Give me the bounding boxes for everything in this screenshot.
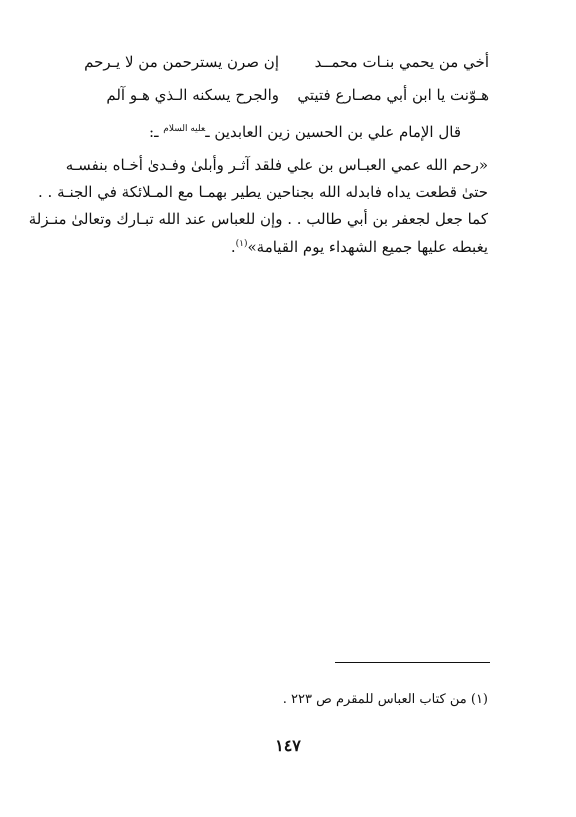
poem-verse bbox=[0, 53, 576, 75]
verse-second-hemistich: إن صرن يسترحمن من لا يـرحم bbox=[84, 53, 279, 71]
quote-line: حتىٰ قطعت يداه فابدله الله بجناحين يطير بهمـا مع المـلائكة في الجنـة . . bbox=[38, 183, 488, 201]
quote-body bbox=[28, 150, 488, 260]
page-number: ١٤٧ bbox=[275, 736, 301, 755]
poem-verse bbox=[0, 86, 576, 108]
footnote-reference: (١) bbox=[235, 239, 248, 249]
quote-line-last bbox=[231, 238, 488, 256]
quote-line: كما جعل لجعفر بن أبي طالب . . وإن للعباس عند الله تبـارك وتعالىٰ منـزلة bbox=[28, 210, 488, 228]
honorific-mark: عليه السلام bbox=[163, 124, 206, 134]
quote-last-text: يغبطه عليها جميع الشهداء يوم القيامة» bbox=[247, 238, 488, 256]
quote-end-punctuation: . bbox=[230, 238, 236, 256]
quote-intro-text: قال الإمام علي بن الحسين زين العابدين ـ bbox=[205, 123, 461, 141]
verse-first-hemistich: هـوّنت يا ابن أبي مصـارع فتيتي bbox=[297, 86, 489, 104]
verse-second-hemistich: والجرح يسكنه الـذي هـو آلم bbox=[106, 86, 279, 104]
quote-intro bbox=[149, 123, 461, 141]
footnote: (١) من كتاب العباس للمقرم ص ٢٢٣ . bbox=[282, 692, 488, 707]
quote-line: «رحم الله عمي العبـاس بن علي فلقد آثـر وأبلىٰ وفـدىٰ أخـاه بنفسـه bbox=[65, 156, 488, 174]
footnote-separator bbox=[335, 662, 490, 663]
quote-intro-end: ـ: bbox=[149, 123, 164, 141]
verse-first-hemistich: أخي من يحمي بنـات محمــد bbox=[314, 53, 489, 71]
